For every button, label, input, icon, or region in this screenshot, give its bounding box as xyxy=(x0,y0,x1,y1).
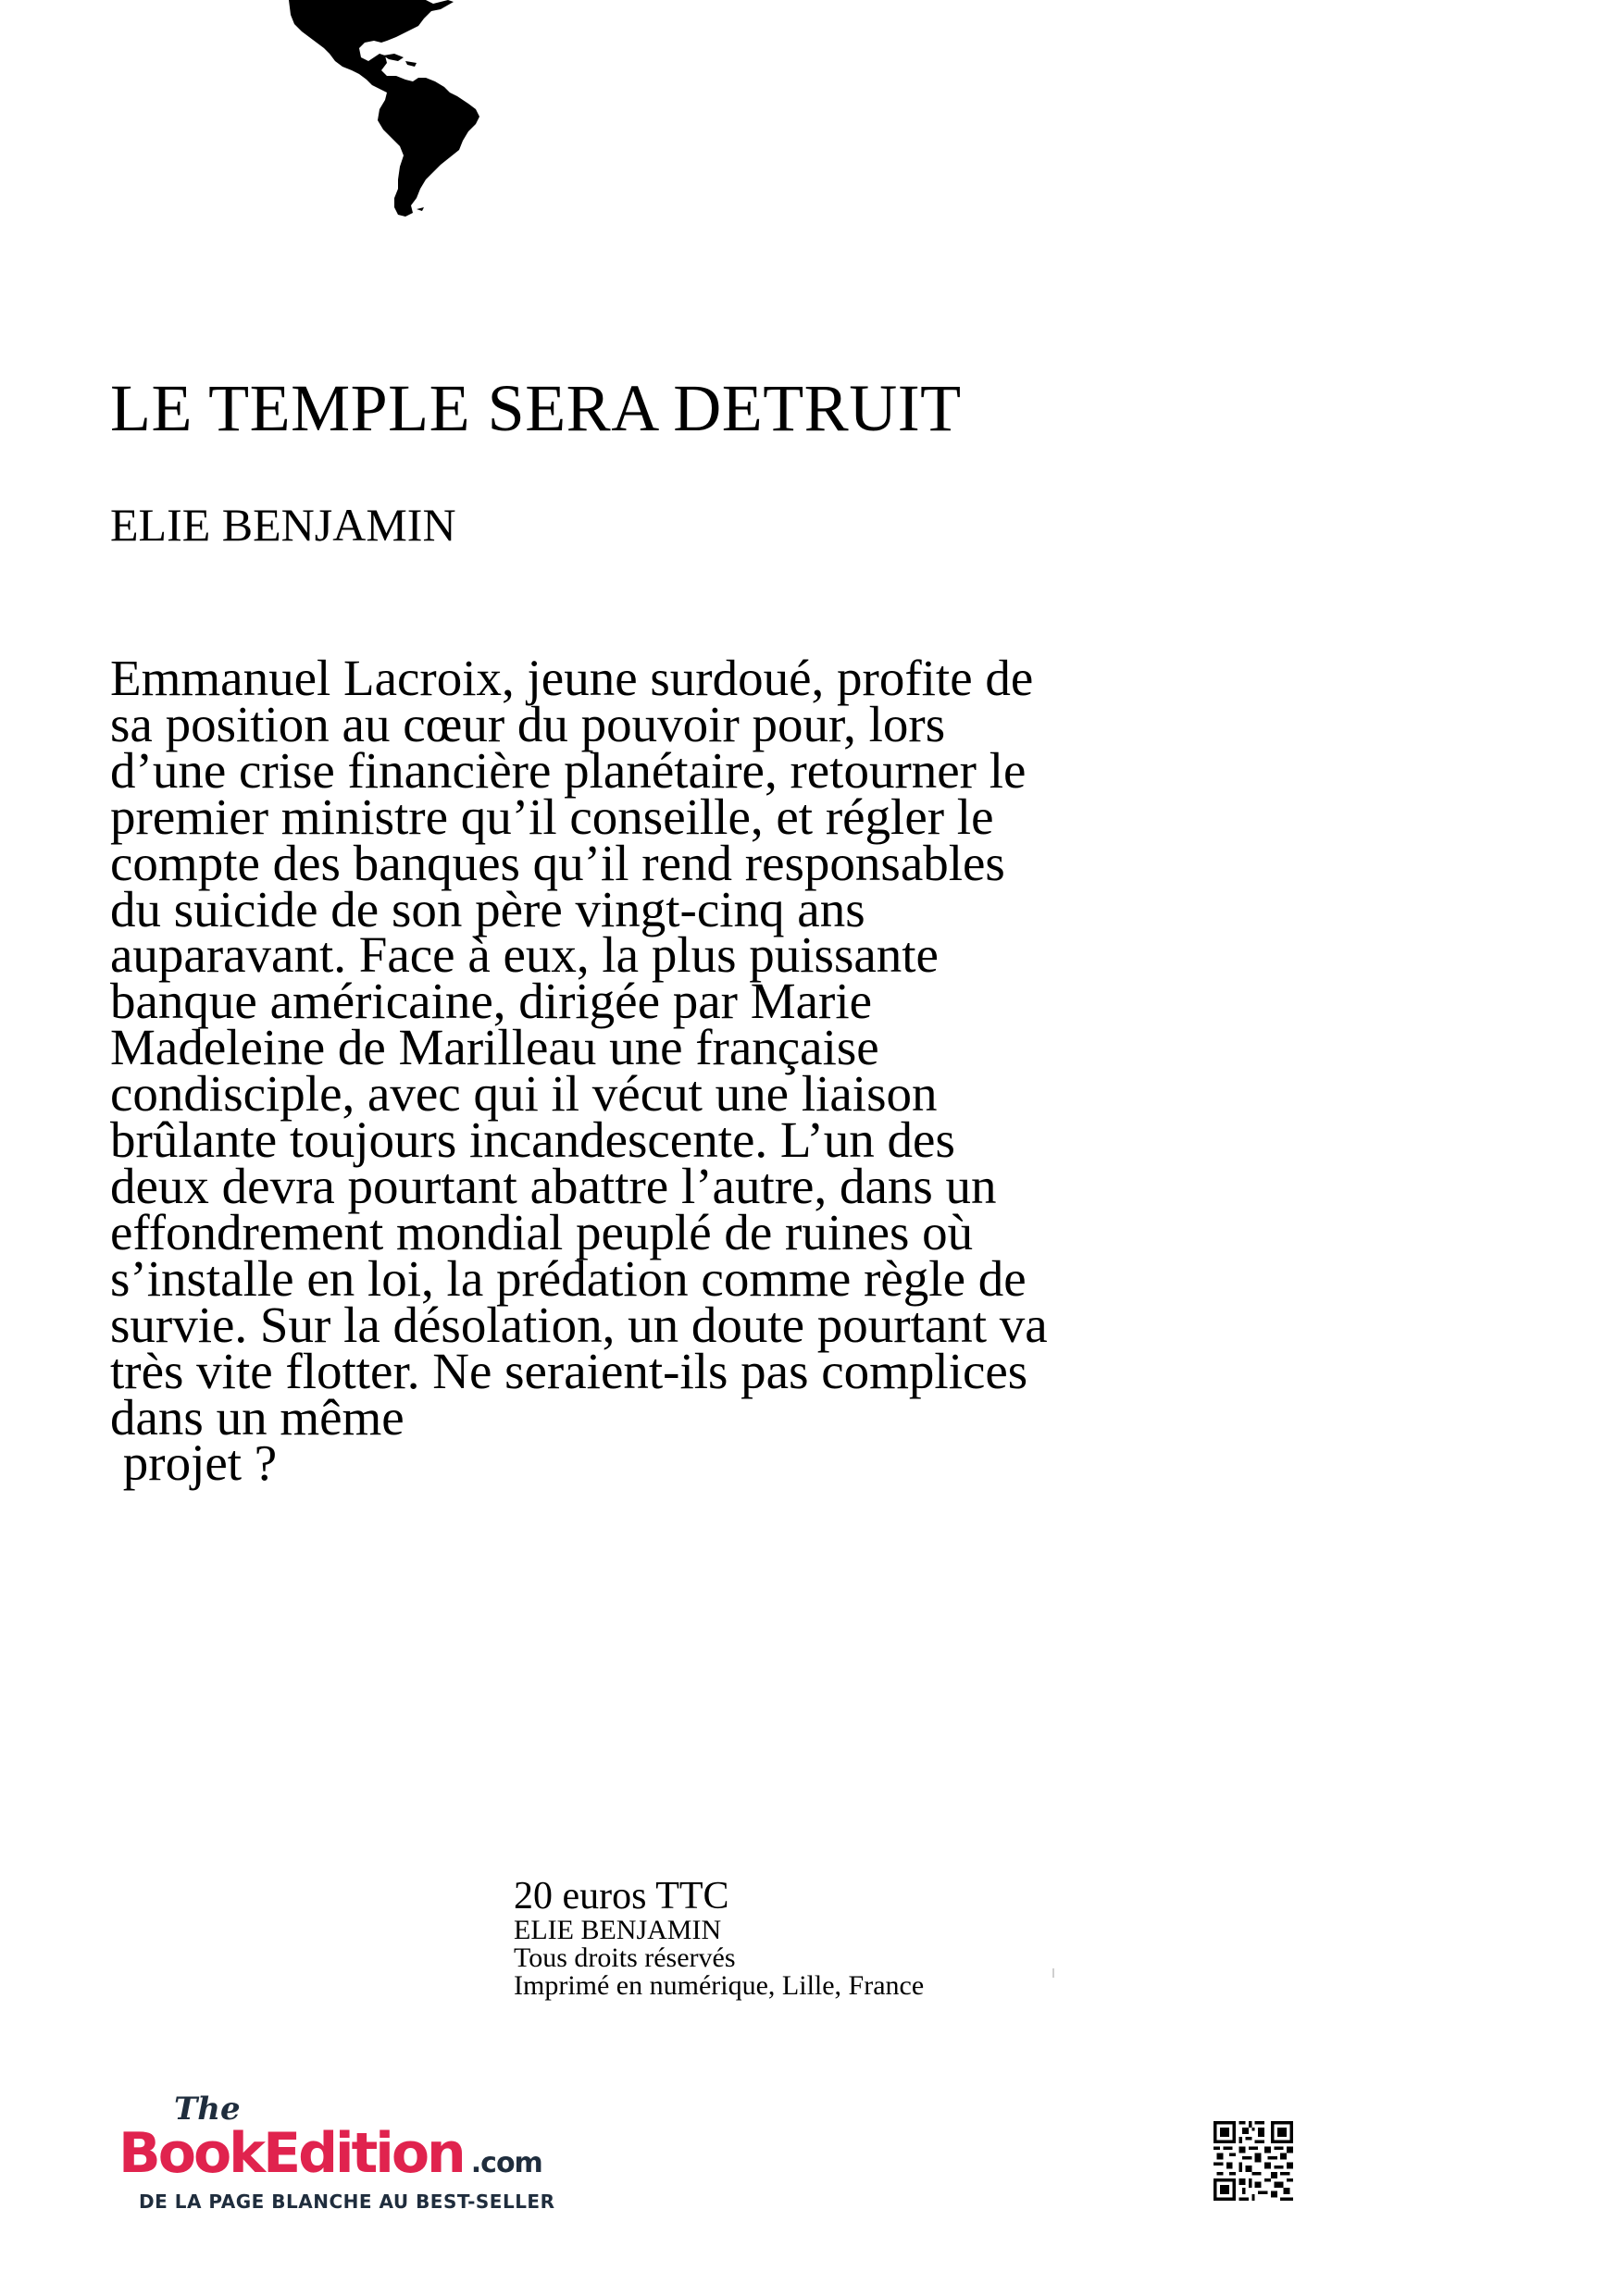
americas-map-icon xyxy=(278,0,491,222)
rights-notice: Tous droits réservés xyxy=(514,1942,736,1973)
blurb-line: dans un même xyxy=(110,1388,404,1446)
price-label: 20 euros TTC xyxy=(514,1875,729,1917)
blurb-line: deux devra pourtant abattre l’autre, dans un xyxy=(110,1157,997,1214)
blurb-line: sa position au cœur du pouvoir pour, lors xyxy=(110,695,946,752)
print-location: Imprimé en numérique, Lille, France xyxy=(514,1970,925,2001)
logo-tagline: DE LA PAGE BLANCHE AU BEST-SELLER xyxy=(139,2191,555,2213)
blurb-line: Madeleine de Marilleau une française xyxy=(110,1019,879,1076)
blurb-line: d’une crise financière planétaire, retourner le xyxy=(110,741,1027,799)
blurb-line: très vite flotter. Ne seraient-ils pas complices xyxy=(110,1342,1028,1399)
blurb-line: survie. Sur la désolation, un doute pourtant va xyxy=(110,1296,1048,1353)
blurb-line: effondrement mondial peuplé de ruines où xyxy=(110,1203,974,1260)
logo-the: The xyxy=(174,2091,241,2128)
back-cover-blurb xyxy=(110,650,1258,1492)
qr-code-icon[interactable] xyxy=(1214,2121,1293,2201)
blurb-line: du suicide de son père vingt-cinq ans xyxy=(110,880,865,937)
blurb-line: condisciple, avec qui il vécut une liaison xyxy=(110,1065,938,1123)
blurb-line: banque américaine, dirigée par Marie xyxy=(110,973,873,1030)
logo-brand-row xyxy=(118,2121,542,2186)
blurb-line: projet ? xyxy=(110,1434,278,1492)
blurb-line: Emmanuel Lacroix, jeune surdoué, profite de xyxy=(110,650,1034,706)
logo-brand: BookEdition xyxy=(118,2121,464,2186)
book-title: LE TEMPLE SERA DETRUIT xyxy=(110,371,962,445)
colophon-author: ELIE BENJAMIN xyxy=(514,1915,722,1945)
print-artifact xyxy=(1052,1968,1054,1978)
blurb-line: brûlante toujours incandescente. L’un des xyxy=(110,1111,955,1169)
colophon xyxy=(514,1876,924,2000)
book-author: ELIE BENJAMIN xyxy=(110,499,456,551)
blurb-line: compte des banques qu’il rend responsables xyxy=(110,834,1005,891)
blurb-line: premier ministre qu’il conseille, et régler le xyxy=(110,788,994,845)
blurb-line: s’installe en loi, la prédation comme règle de xyxy=(110,1249,1027,1307)
logo-domain: .com xyxy=(470,2147,542,2179)
blurb-line: auparavant. Face à eux, la plus puissante xyxy=(110,926,939,984)
publisher-logo xyxy=(118,2093,555,2212)
